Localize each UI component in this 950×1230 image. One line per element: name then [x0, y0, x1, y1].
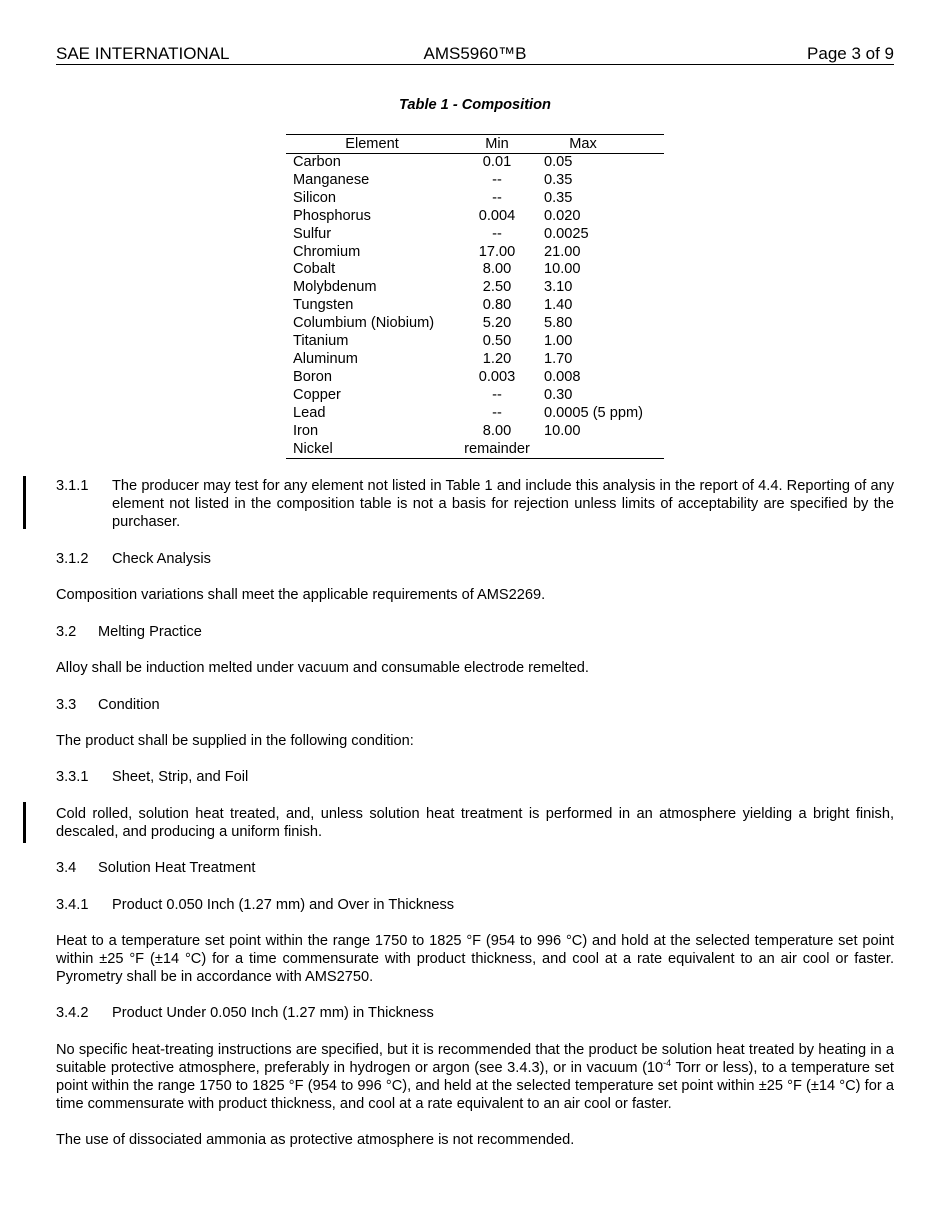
cell-element: Phosphorus [293, 207, 371, 224]
cell-max: 0.35 [544, 171, 573, 188]
section-number: 3.1.2 [56, 551, 89, 567]
table-title: Table 1 - Composition [399, 97, 551, 113]
sheet-strip-foil-paragraph: Cold rolled, solution heat treated, and, unless solution heat treatment is performed in an atmosphere yielding a bright finish, descaled, and producing a uniform finish. [56, 806, 894, 840]
section-title: Product Under 0.050 Inch (1.27 mm) in Thickness [112, 1005, 434, 1021]
column-header-max: Max [536, 135, 664, 154]
cell-max [536, 441, 664, 459]
check-analysis-paragraph: Composition variations shall meet the applicable requirements of AMS2269. [56, 587, 546, 603]
cell-max: 10.00 [544, 422, 581, 439]
cell-min: -- [492, 404, 502, 421]
section-number: 3.3.1 [56, 769, 89, 785]
header-doc-id: AMS5960™B [423, 44, 527, 63]
section-title: Check Analysis [112, 551, 211, 567]
cell-element: Titanium [293, 333, 349, 350]
section-number: 3.4.2 [56, 1005, 89, 1021]
header-org: SAE INTERNATIONAL [56, 44, 230, 63]
table-row [286, 369, 664, 387]
table-row [286, 244, 664, 262]
cell-element: Manganese [293, 171, 370, 188]
table-row [286, 441, 664, 459]
section-number: 3.4.1 [56, 897, 89, 913]
cell-min: 0.01 [482, 154, 512, 170]
section-title: Sheet, Strip, and Foil [112, 769, 249, 785]
table-row [286, 297, 664, 315]
cell-min: 8.00 [482, 261, 512, 278]
cell-min: 8.00 [482, 422, 512, 439]
cell-max: 1.00 [544, 333, 573, 350]
section-title: Melting Practice [98, 624, 202, 640]
cell-min: 17.00 [478, 243, 516, 260]
table-row [286, 405, 664, 423]
cell-min: 5.20 [482, 315, 512, 332]
heat-treat-over-paragraph: Heat to a temperature set point within the range 1750 to 1825 °F (954 to 996 °C) and hold at the selected temperature set point within ±25 °F (±14 °C) for a time commensurate with product thickness, and cool at a rate equivalent to an air cool or faster. Pyrometry shall be in accordance with AMS2750. [56, 933, 894, 985]
cell-element: Silicon [293, 189, 336, 206]
table-row [286, 315, 664, 333]
cell-min: 0.003 [478, 368, 516, 385]
cell-element: Iron [293, 422, 319, 439]
cell-max: 0.0025 [544, 225, 589, 242]
condition-paragraph: The product shall be supplied in the following condition: [56, 733, 414, 749]
cell-element: Lead [293, 404, 326, 421]
melting-practice-paragraph: Alloy shall be induction melted under vacuum and consumable electrode remelted. [56, 660, 589, 676]
heat-treat-under-paragraph [56, 1041, 894, 1113]
table-row [286, 351, 664, 369]
section-number: 3.4 [56, 860, 77, 876]
section-number: 3.2 [56, 624, 77, 640]
cell-element: Boron [293, 368, 332, 385]
cell-max: 0.008 [544, 368, 581, 385]
revision-bar [23, 476, 26, 529]
table-row [286, 261, 664, 279]
revision-bar [23, 802, 26, 843]
cell-max: 0.020 [544, 207, 581, 224]
section-3-4-2-heading [56, 1004, 894, 1022]
table-header-row [286, 135, 664, 154]
table-row [286, 387, 664, 405]
cell-min: -- [492, 189, 502, 206]
table-row [286, 333, 664, 351]
ammonia-note-paragraph: The use of dissociated ammonia as protective atmosphere is not recommended. [56, 1132, 575, 1148]
section-number: 3.3 [56, 697, 77, 713]
table-row [286, 172, 664, 190]
table-row [286, 190, 664, 208]
cell-max: 21.00 [544, 243, 581, 260]
cell-max: 0.05 [544, 154, 573, 170]
cell-min: 2.50 [482, 279, 512, 296]
section-3-3-heading [56, 696, 894, 714]
header-page-number: Page 3 of 9 [807, 44, 894, 63]
section-title: Condition [98, 697, 160, 713]
composition-table [286, 134, 664, 459]
table-row [286, 154, 664, 172]
cell-max: 10.00 [544, 261, 581, 278]
column-header-element: Element [286, 135, 458, 154]
cell-element: Columbium (Niobium) [293, 315, 435, 332]
exponent: -4 [663, 1058, 672, 1069]
section-3-2-heading [56, 623, 894, 641]
cell-min: 1.20 [482, 350, 512, 367]
cell-min: 0.004 [478, 207, 516, 224]
section-title: Solution Heat Treatment [98, 860, 256, 876]
table-row [286, 226, 664, 244]
cell-max: 0.0005 (5 ppm) [544, 404, 643, 421]
cell-element: Aluminum [293, 350, 358, 367]
cell-min: remainder [458, 441, 536, 459]
cell-max: 0.30 [544, 386, 573, 403]
cell-max: 1.70 [544, 350, 573, 367]
cell-min: -- [492, 171, 502, 188]
section-3-3-1-heading [56, 768, 894, 786]
cell-min: -- [492, 225, 502, 242]
cell-element: Carbon [293, 154, 341, 170]
paragraph-text-part: Torr or less), to a temperature set point within the range 1750 to 1825 °F (954 to 996 °C), and held at the selected temperature set point within ±25 °F (±14 °C) for a time commensurate with product thickness, and cool at a rate equivalent to an air cool or faster. [56, 1060, 894, 1112]
cell-min: 0.50 [482, 333, 512, 350]
section-3-1-1 [56, 477, 894, 531]
cell-element: Molybdenum [293, 279, 377, 296]
cell-max: 3.10 [544, 279, 573, 296]
section-number: 3.1.1 [56, 478, 89, 494]
section-text: The producer may test for any element not listed in Table 1 and include this analysis in the report of 4.4. Reporting of any element not listed in the composition table is not a basis for rejection unless limits of acceptability are specified by the purchaser. [112, 478, 894, 530]
section-3-1-2-heading [56, 550, 894, 568]
paragraph-text-part: No specific heat-treating instructions are specified, but it is recommended that the product be solution heat treated by heating in a suitable protective atmosphere, preferably in hydrogen or argon (see 3.4.3), or in vacuum (10 [56, 1042, 894, 1076]
cell-element: Copper [293, 386, 341, 403]
cell-min: 0.80 [482, 297, 512, 314]
cell-element: Nickel [286, 441, 458, 459]
table-row [286, 423, 664, 441]
table-row [286, 279, 664, 297]
cell-max: 1.40 [544, 297, 573, 314]
cell-element: Chromium [293, 243, 361, 260]
page-header [56, 44, 894, 65]
cell-max: 5.80 [544, 315, 573, 332]
section-3-4-1-heading [56, 896, 894, 914]
cell-element: Sulfur [293, 225, 332, 242]
cell-element: Cobalt [293, 261, 336, 278]
cell-max: 0.35 [544, 189, 573, 206]
table-row [286, 208, 664, 226]
column-header-min: Min [458, 135, 536, 154]
composition-table-body [286, 154, 664, 459]
section-3-4-heading [56, 859, 894, 877]
cell-element: Tungsten [293, 297, 354, 314]
cell-min: -- [492, 386, 502, 403]
section-title: Product 0.050 Inch (1.27 mm) and Over in Thickness [112, 897, 455, 913]
